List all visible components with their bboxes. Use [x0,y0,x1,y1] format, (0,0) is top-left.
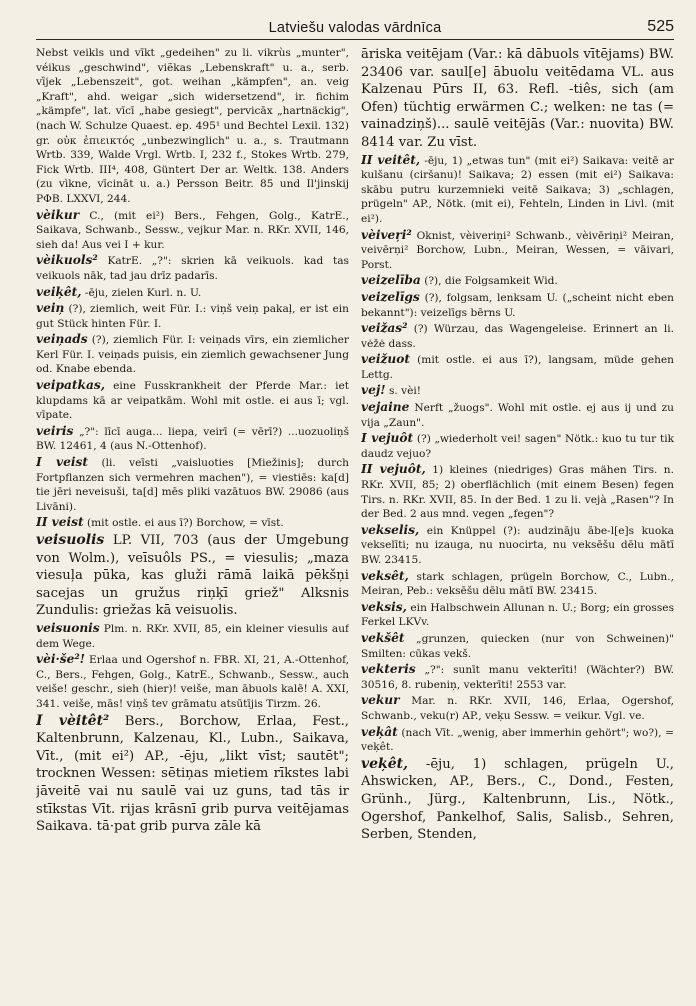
dictionary-entry [36,621,349,651]
dictionary-entry [361,352,674,382]
entry-headword: vekšêt [361,630,405,645]
entry-headword: veipatkas, [36,378,105,393]
entry-text: „grunzen, quiecken (nur von Schweinen)" Smilten: cūkas vekš. [361,632,674,660]
entry-headword: vekteris [361,662,416,677]
entry-text: Plm. n. RKr. XVII, 85, ein kleiner viesulis auf dem Wege. [36,622,349,650]
dictionary-entry [361,725,674,755]
dictionary-entry [361,153,674,227]
entry-headword: veķât [361,724,398,739]
page-header [36,10,674,36]
entry-text: KatrE. „?": skrien kā veikuols. kad tas veikuols nāk, tad jau drīz padarīs. [36,255,349,282]
dictionary-entry [36,424,349,454]
entry-text: LP. VII, 703 (aus der Umgebung von Wolm.), veīsuôls PS., = viesulis; „maza viesuļa pūka, kas gluži rāmā laikā pēkšņi sacejas un gružus riņķī griež" Alksnis Zundulis: griežas kā veisuolis. [36,533,349,619]
dictionary-entry [361,273,674,289]
right-column [361,46,674,998]
entry-headword: I vejuôt [361,431,414,446]
entry-headword: veksis, [361,599,407,614]
entry-headword: I veist [36,455,88,470]
entry-text: -ēju, zielen Kurl. n. U. [84,286,202,299]
dictionary-entry [361,523,674,568]
entry-text: (li. veīsti „vaisluoties [Miežinis]; durch Fortpflanzen sich vermehren machen"), = viestiēs: ka[d] tie jēri neveisuši, ta[d] mēs pliki vazātuos BW. 29086 (aus Livāni). [36,457,349,513]
entry-headword: veisuolis [36,532,105,548]
dictionary-entry [36,253,349,283]
entry-text: -ēju, 1) „etwas tun" (mit ei²) Saikava: veitē ar kulšanu (ciršanu)! Saikava; 2) essen (mit ei²) Saikava: skābu putru kurzemnieki veitē Saikava; 3) „schlagen, prügeln" AP., Nötk. (mit ei), Fehteln, Linden in Livl. (mit ei²). [361,154,674,225]
header-rule [36,39,674,40]
dictionary-entry [36,285,349,301]
entry-text: (?), folgsam, lenksam U. („scheint nicht eben bekannt"): veizelīgs bērns U. [361,291,674,319]
dictionary-entry [361,400,674,430]
entry-text: Bers., Borchow, Erlaa, Fest., Kaltenbrunn, Kalzenau, Kl., Lubn., Saikava, Vīt., (mit ei²) AP., -ēju, „likt vīst; sautēt"; trocknen Wessen: sētiņas mietiem rīkstes labi jāveitē vai nu saulē vai uz guns, tad tās ir stīkstas Vīt. rijas krāsnī grib purva veitējamas Saikava. tā·pat grib purva zāle kā [36,713,349,835]
dictionary-entry [36,455,349,514]
entry-text: Erlaa und Ogershof n. FBR. XI, 21, A.-Ottenhof, C., Bers., Fehgen, Golg., KatrE., Schwanb., Sessw., auch veiše! geschr., sieh (hier)! veiše, man ābuols kalē! A. XXI, 341. veiše, mās! viņš tev grāmatu atsūtījis Tirzm. 26. [36,654,349,710]
left-column [36,46,349,998]
dictionary-entry [36,301,349,331]
dictionary-entry [36,515,349,531]
dictionary-entry [36,652,349,711]
dictionary-entry [361,431,674,461]
entry-headword: veiķêt, [36,284,82,299]
entry-headword: veiņ [36,301,65,316]
entry-text: ein Knüppel (?): audzināju ābe-l[e]s kuoka vekselīti; nu izauga, nu nuocirta, nu veksēšu dēlu mātī BW. 23415. [361,524,674,566]
dictionary-entry [361,756,674,844]
entry-headword: II veist [36,515,84,530]
entry-text: -ēju, 1) schlagen, prügeln U., Ahswicken, AP., Bers., C., Dond., Festen, Grünh., Jürg., Kaltenbrunn, Lis., Nötk., Ogershof, Pankelhof, Salis, Salisb., Sehren, Serben, Stenden, [361,756,674,843]
dictionary-entry [36,332,349,377]
dictionary-entry [36,378,349,423]
entry-headword: vekur [361,693,400,708]
entry-text: ein Halbschwein Allunan n. U.; Borg; ein grosses Ferkel LKVv. [361,601,674,629]
entry-headword: vejaine [361,400,410,415]
entry-text: (?) Würzau, das Wagengeleise. Erinnert an li. vėžė dass. [361,323,674,350]
entry-text: (nach Vīt. „wenig, aber immerhin gehört"; wo?), = veķêt. [361,726,674,754]
dictionary-entry [36,713,349,836]
entry-headword: veizelība [361,273,421,288]
entry-text: Mar. n. RKr. XVII, 146, Erlaa, Ogershof, Schwanb., veku(r) AP., veķu Sessw. = veikur. Vgl. ve. [361,695,674,722]
entry-headword: vèikuols² [36,253,98,268]
entry-text: (?), ziemlich Für. I: veiņads vīrs, ein ziemlicher Kerl Für. I. veiņads puisis, ein ziemlich gewachsener Jung od. Knabe ebenda. [36,334,349,376]
entry-text: (?), ziemlich, weit Für. I.: viņš veiņ pakaļ, er ist ein gut Stück hinten Für. I. [36,303,349,330]
entry-headword: veksêt, [361,568,409,583]
entry-headword: veižas² [361,321,408,336]
entry-headword: I vèitêt² [36,712,110,729]
dictionary-entry [36,208,349,253]
dictionary-entry [361,321,674,351]
dictionary-entry [361,46,674,152]
entry-headword: vej! [361,383,386,398]
entry-headword: vèikur [36,207,80,222]
entry-headword: II vejuôt, [361,462,426,477]
dictionary-entry [361,569,674,599]
entry-text: Nerft „žuogs". Wohl mit ostle. ej aus ij und zu vija „Zaun". [361,402,674,429]
entry-text: (?), die Folgsamkeit Wid. [424,275,558,288]
entry-headword: veisuonis [36,620,100,635]
page-number: 525 [647,18,674,35]
entry-text: s. vèi! [388,385,422,398]
entry-text: Oknist, vèiveriņi² Schwanb., vèivēriņi² Meiran, veivērņi² Borchow, Lubn., Meiran, Wessen, = vāivari, Porst. [361,229,674,271]
entry-headword: veizelīgs [361,289,420,304]
running-title: Latviešu valodas vārdnīca [268,20,442,36]
dictionary-entry [36,46,349,207]
entry-text: (?) „wiederholt vei! sagen" Nötk.: kuo tu tur tik daudz vejuo? [361,433,674,460]
entry-headword: veķêt, [361,755,408,772]
entry-headword: veiņads [36,332,88,347]
dictionary-entry [361,693,674,723]
entry-text: Nebst veikls und vīkt „gedeihen" zu li. vikrùs „munter", véikus „geschwind", viẽkas „Lebenskraft" u. a., serb. vȉjek „Lebenszeit", got. weihan „kämpfen", an. veig „Kraft", ahd. weigar „sich widersetzend", ir. fichim „kämpfe", lat. vīcī „habe gesiegt", pervicāx „hartnäckig", (nach W. Schulze Quaest. ep. 495¹ und Bechtel Lexil. 132) gr. οὐκ ἐπιεικτός „unbezwinglich" u. a., s. Trautmann Wrtb. 339, Walde Vrgl. Wrtb. I, 232 f., Stokes Wrtb. 279, Fick Wrtb. III⁴, 408, Güntert Der ar. Weltk. 138. Anders (zu vìkne, vīcināt u. a.) Persson Beitr. 85 und Il'jinskij PΦB. LXXVI, 244. [36,47,349,205]
entry-text: stark schlagen, prügeln Borchow, C., Lubn., Meiran, Peb.: veksēšu dēlu mātī BW. 23415. [361,570,674,598]
entry-text: C., (mit ei²) Bers., Fehgen, Golg., KatrE., Saikava, Schwanb., Sessw., vejkur Mar. n. RKr. XVII, 146, sieh da! Aus vei I + kur. [36,209,349,251]
entry-text: eine Fusskrankheit der Pferde Mar.: iet klupdams kā ar veipatkām. Wohl mit ostle. ei aus ī; vgl. vīpate. [36,380,349,422]
text-columns [36,46,674,998]
entry-headword: II veitêt, [361,152,421,167]
entry-text: āriska veitējam (Var.: kā dābuols vītējams) BW. 23406 var. saul[e] ābuolu veitēdama VL. aus Kalzenau Pūrs II, 63. Refl. -tiês, sich (am Ofen) tüchtig erwärmen C.; welken: ne tas (= vainadziņš)... saulē veitējās (Var.: nuovita) BW. 8414 var. Zu vīst. [361,47,674,150]
dictionary-entry [361,631,674,661]
entry-text: „?": sunīt manu vekterīti! (Wächter?) BW. 30516, 8. rubeniņ, vekterīti! 2553 var. [361,664,674,691]
dictionary-entry [361,600,674,630]
dictionary-entry [361,228,674,273]
dictionary-entry [361,290,674,320]
entry-text: „?": līcī auga... liepa, veirī (= vērī?) ...uozuoliņš BW. 12461, 4 (aus N.-Ottenhof). [36,425,349,453]
entry-text: 1) kleines (niedriges) Gras mähen Tirs. n. RKr. XVII, 85; 2) oberflächlich (mit einem Besen) fegen Tirs. n. RKr. XVII, 85. In der Bed. 1 zu li. vejà „Rasen"? In der Bed. 2 aus mnd. vegen „fegen"? [361,464,674,521]
entry-headword: vèiveŗi² [361,227,412,242]
entry-text: (mit ostle. ei aus ī?), langsam, müde gehen Lettg. [361,354,674,381]
dictionary-entry [361,462,674,521]
dictionary-entry [36,532,349,620]
entry-headword: vèi·še²! [36,652,86,667]
dictionary-entry [361,383,674,399]
entry-headword: vekselis, [361,522,420,537]
entry-text: (mit ostle. ei aus ī?) Borchow, = vīst. [86,517,284,530]
dictionary-entry [361,662,674,692]
entry-headword: veižuot [361,352,411,367]
entry-headword: veiris [36,423,74,438]
